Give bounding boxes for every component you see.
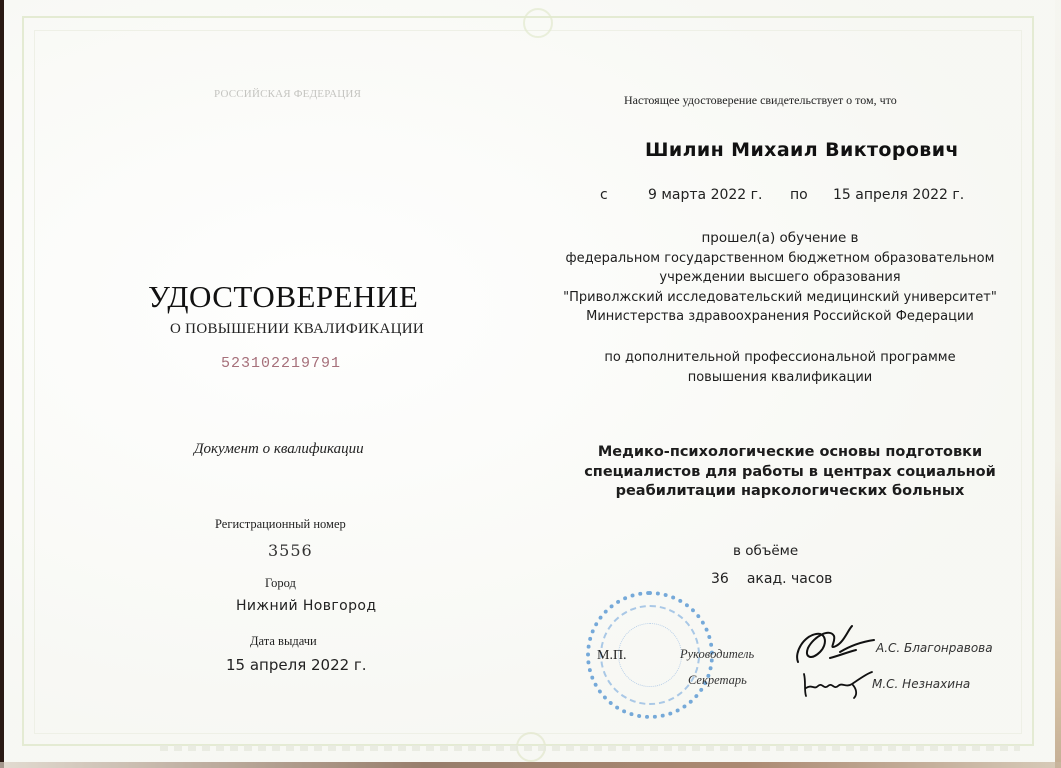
signature-secretary-icon: [800, 668, 880, 700]
guilloche-pattern: [160, 745, 1020, 751]
period-end-date: 15 апреля 2022 г.: [833, 187, 965, 203]
issue-date-label: Дата выдачи: [250, 634, 317, 648]
study-line: прошел(а) обучение в: [701, 230, 859, 246]
course-title-line: Медико-психологические основы подготовки: [597, 444, 983, 460]
signatory-name-secretary: М.С. Незнахина: [872, 677, 971, 691]
document-title: УДОСТОВЕРЕНИЕ: [148, 279, 419, 314]
course-title: [560, 443, 1020, 502]
city-label: Город: [265, 576, 296, 590]
signature-head-icon: [790, 622, 880, 672]
program-type-block: [560, 348, 1000, 387]
institution-block: [560, 229, 1000, 327]
study-line: федеральном государственном бюджетном образовательном: [565, 250, 995, 266]
volume-label: в объёме: [733, 543, 799, 559]
period-from-label: с: [600, 187, 608, 203]
scan-edge-bottom: [0, 762, 1061, 768]
study-line: учреждении высшего образования: [659, 270, 901, 285]
hours-value: 36: [711, 571, 729, 587]
institution-name: "Приволжский исследовательский медицинский университет": [563, 289, 997, 305]
course-title-line: специалистов для работы в центрах социальной: [584, 463, 996, 480]
document-subtitle: О ПОВЫШЕНИИ КВАЛИФИКАЦИИ: [170, 321, 424, 337]
program-line: по дополнительной профессиональной программе: [604, 350, 956, 365]
scan-edge-right: [1055, 0, 1061, 768]
ministry-line: Министерства здравоохранения Российской Федерации: [586, 309, 974, 324]
hours-unit: акад. часов: [746, 571, 833, 587]
registration-number-label: Регистрационный номер: [215, 517, 346, 531]
course-title-line: реабилитации наркологических больных: [615, 483, 965, 499]
period-start-date: 9 марта 2022 г.: [648, 187, 763, 203]
scan-edge-left: [0, 0, 4, 768]
signatory-name-head: А.С. Благонравова: [876, 641, 993, 655]
signatory-role-secretary: Секретарь: [688, 673, 747, 687]
registration-number-value: 3556: [268, 541, 313, 560]
program-line: повышения квалификации: [687, 369, 873, 385]
city-value: Нижний Новгород: [236, 598, 377, 614]
signatory-role-head: Руководитель: [680, 647, 755, 661]
period-to-label: по: [790, 187, 808, 203]
rosette-ornament-icon: [523, 8, 553, 38]
country-heading: РОССИЙСКАЯ ФЕДЕРАЦИЯ: [214, 88, 362, 100]
intro-statement: Настоящее удостоверение свидетельствует о том, что: [624, 93, 897, 107]
document-kind: Документ о квалификации: [194, 441, 364, 457]
stamp-place-label: М.П.: [597, 648, 627, 663]
issue-date-value: 15 апреля 2022 г.: [226, 656, 367, 674]
holder-name: Шилин Михаил Викторович: [645, 139, 959, 161]
hours-row: [711, 571, 832, 587]
blank-serial-number: 523102219791: [221, 355, 342, 372]
